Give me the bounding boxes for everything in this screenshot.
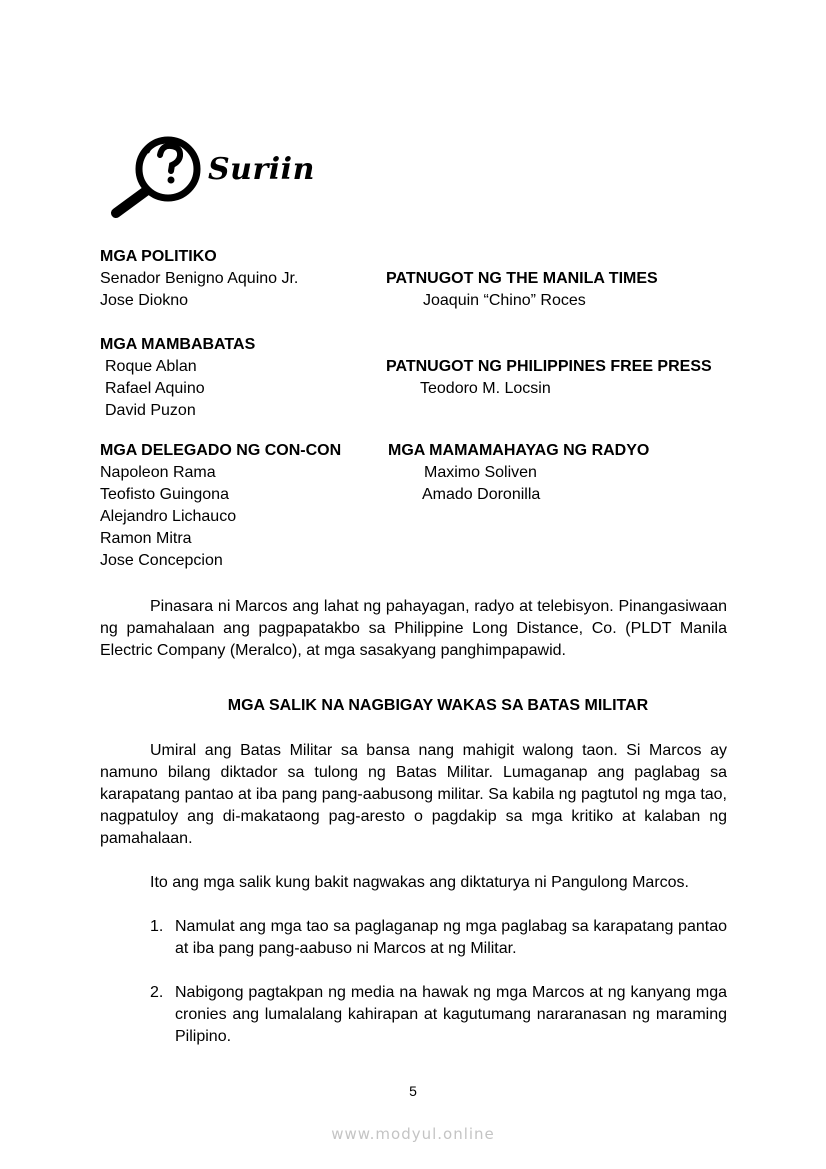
paragraph-3-text: Ito ang mga salik kung bakit nagwakas ang diktaturya ni Pangulong Marcos.: [150, 874, 689, 891]
name-mambabatas-3: David Puzon: [105, 402, 196, 419]
list-item-text: Nabigong pagtakpan ng media na hawak ng mga Marcos at ng kanyang mga cronies ang lumalalang kahirapan at kagutumang nararanasan ng maraming Pilipino.: [175, 984, 727, 1045]
heading-manila-times: PATNUGOT NG THE MANILA TIMES: [386, 270, 658, 287]
name-politiko-2: Jose Diokno: [100, 292, 189, 309]
paragraph-1-text: Pinasara ni Marcos ang lahat ng pahayagan, radyo at telebisyon. Pinangasiwaan ng pamahalaan ang pagpapatakbo sa Philippine Long Distance, Co. (PLDT Manila Electric Company (Meralco), at mga sasakyang panghimpapawid.: [100, 598, 727, 659]
name-delegado-1: Napoleon Rama: [100, 464, 216, 481]
list-item-number: 2.: [150, 984, 164, 1001]
list-item-number: 1.: [150, 918, 164, 935]
paragraph-3: [100, 872, 727, 894]
watermark: www.modyul.online: [331, 1125, 495, 1143]
name-radyo-1: Maximo Soliven: [424, 464, 537, 481]
paragraph-2: [100, 740, 727, 850]
name-politiko-1: Senador Benigno Aquino Jr.: [100, 270, 299, 287]
paragraph-2-text: Umiral ang Batas Militar sa bansa nang mahigit walong taon. Si Marcos ay namuno bilang diktador sa tulong ng Batas Militar. Lumaganap ang paglabag sa karapatang pantao at iba pang pang-aabusong militar. Sa kabila ng pagtutol ng mga tao, nagpatuloy ang di-makataong pag-aresto o pagdakip sa mga kritiko at kalaban ng pamahalaan.: [100, 742, 727, 847]
paragraph-1: [100, 596, 727, 662]
heading-mambabatas: MGA MAMBABATAS: [100, 336, 256, 353]
name-delegado-2: Teofisto Guingona: [100, 486, 229, 503]
heading-delegado: MGA DELEGADO NG CON-CON: [100, 442, 342, 459]
page-number: 5: [409, 1083, 417, 1099]
section-title: Suriin: [208, 152, 315, 187]
name-mambabatas-1: Roque Ablan: [105, 358, 197, 375]
name-delegado-5: Jose Concepcion: [100, 552, 223, 569]
name-radyo-2: Amado Doronilla: [422, 486, 541, 503]
name-delegado-4: Ramon Mitra: [100, 530, 192, 547]
heading-radyo: MGA MAMAMAHAYAG NG RADYO: [388, 442, 650, 459]
name-mambabatas-2: Rafael Aquino: [105, 380, 205, 397]
magnifier-question-icon: [108, 133, 208, 221]
heading-politiko: MGA POLITIKO: [100, 248, 217, 265]
subheading: MGA SALIK NA NAGBIGAY WAKAS SA BATAS MILITAR: [227, 697, 649, 714]
name-free-press-1: Teodoro M. Locsin: [420, 380, 551, 397]
heading-free-press: PATNUGOT NG PHILIPPINES FREE PRESS: [386, 358, 712, 375]
name-delegado-3: Alejandro Lichauco: [100, 508, 237, 525]
name-manila-times-1: Joaquin “Chino” Roces: [423, 292, 586, 309]
list-item-text: Namulat ang mga tao sa paglaganap ng mga paglabag sa karapatang pantao at iba pang pang-aabuso ni Marcos at ng Militar.: [175, 918, 727, 957]
